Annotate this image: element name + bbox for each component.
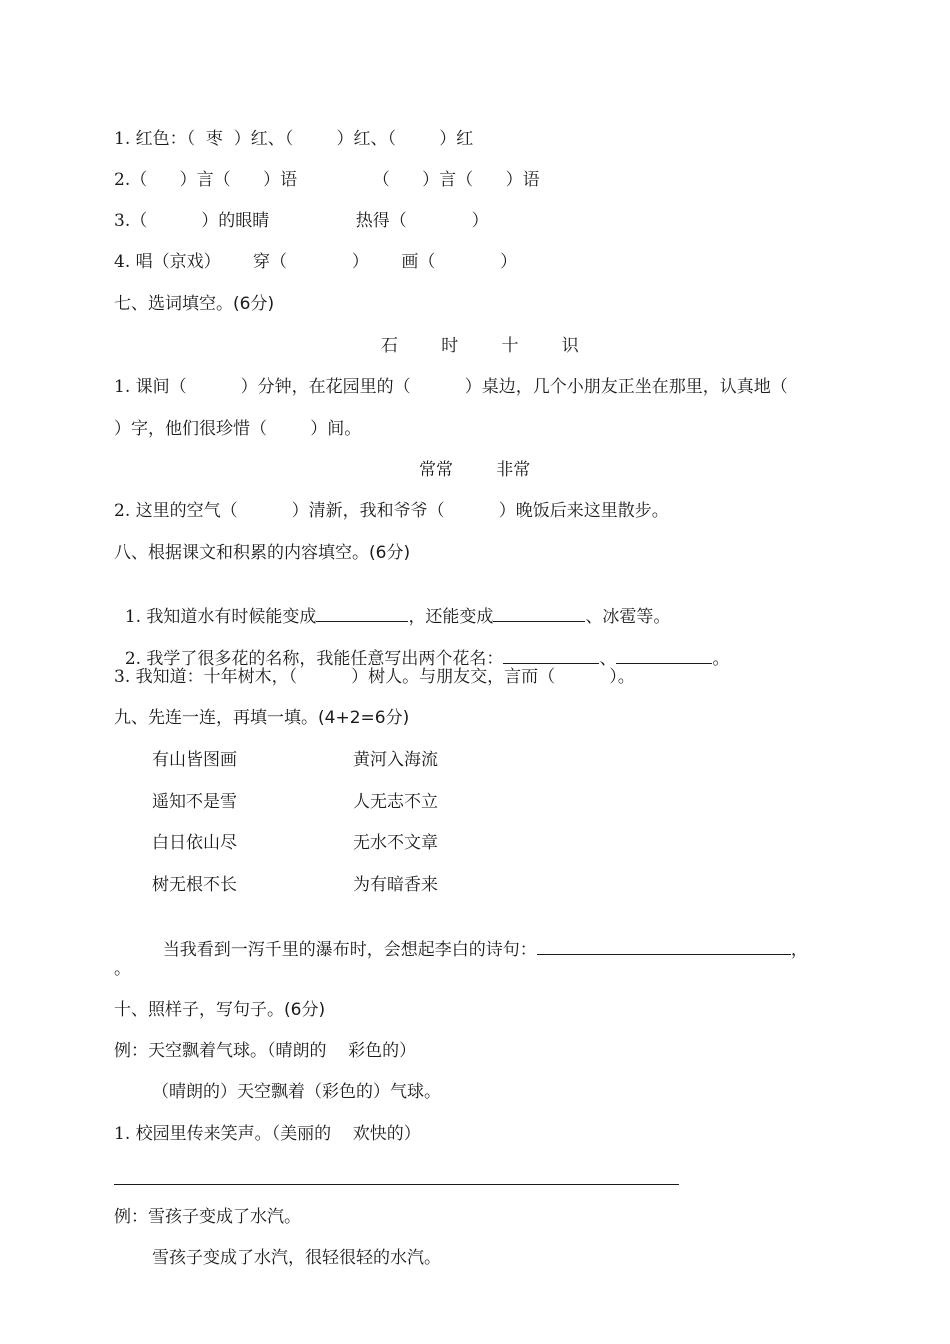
sec9-fill-text: 当我看到一泻千里的瀑布时，会想起李白的诗句： bbox=[162, 940, 537, 960]
section-9-title: 九、先连一连，再填一填。(4+2=6分) bbox=[114, 708, 410, 728]
sec8-q2-text-b: 、 bbox=[599, 649, 617, 669]
poem-left-3[interactable]: 白日依山尽 bbox=[152, 833, 237, 853]
answer-blank[interactable] bbox=[537, 938, 791, 955]
sec7-question-1a: 1. 课间（ ）分钟，在花园里的（ ）桌边，几个小朋友正坐在那里，认真地（ bbox=[114, 377, 788, 397]
sec8-question-3: 3. 我知道：十年树木，（ ）树人。与朋友交，言而（ ）。 bbox=[114, 667, 635, 687]
word-choices-2: 常常 非常 bbox=[419, 460, 531, 480]
poem-left-1[interactable]: 有山皆图画 bbox=[152, 750, 237, 770]
sec9-fill-end: 。 bbox=[114, 959, 131, 979]
poem-right-1[interactable]: 黄河入海流 bbox=[353, 750, 438, 770]
answer-blank[interactable] bbox=[616, 647, 712, 664]
example-1: 例：天空飘着气球。（晴朗的 彩色的） bbox=[114, 1041, 417, 1061]
word-choices-1: 石 时 十 识 bbox=[381, 336, 579, 356]
fill-line-3: 3.（ ）的眼睛 热得（ ） bbox=[114, 211, 489, 231]
section-7-title: 七、选词填空。(6分) bbox=[114, 294, 275, 314]
sec8-q2-text-c: 。 bbox=[712, 649, 730, 669]
sec8-q2-text-a: 2. 我学了很多花的名称，我能任意写出两个花名： bbox=[124, 649, 504, 669]
example-1-answer: （晴朗的）天空飘着（彩色的）气球。 bbox=[152, 1082, 441, 1102]
sec9-fill-comma: ， bbox=[790, 940, 808, 960]
sec8-q1-text-b: ，还能变成 bbox=[408, 607, 494, 627]
sec7-question-1b: ）字，他们很珍惜（ ）间。 bbox=[114, 419, 362, 439]
sec10-question-1: 1. 校园里传来笑声。（美丽的 欢快的） bbox=[114, 1124, 421, 1144]
poem-right-2[interactable]: 人无志不立 bbox=[353, 792, 438, 812]
sec8-q1-text-a: 1. 我知道水有时候能变成 bbox=[124, 607, 317, 627]
answer-blank[interactable] bbox=[316, 605, 408, 622]
answer-blank[interactable] bbox=[493, 605, 585, 622]
sec7-question-2: 2. 这里的空气（ ）清新，我和爷爷（ ）晚饭后来这里散步。 bbox=[114, 501, 669, 521]
answer-line[interactable] bbox=[114, 1184, 679, 1185]
poem-left-2[interactable]: 遥知不是雪 bbox=[152, 792, 237, 812]
fill-line-2: 2.（ ）言（ ）语 （ ）言（ ）语 bbox=[114, 170, 540, 190]
fill-line-1: 1. 红色：（ 枣 ）红、（ ）红、（ ）红 bbox=[114, 129, 474, 149]
sec8-question-2 bbox=[114, 625, 729, 670]
sec8-q1-text-c: 、冰雹等。 bbox=[585, 607, 671, 627]
sec9-fill-line bbox=[152, 916, 808, 961]
example-2: 例：雪孩子变成了水汽。 bbox=[114, 1207, 301, 1227]
fill-line-4: 4. 唱（京戏） 穿（ ） 画（ ） bbox=[114, 252, 518, 272]
section-8-title: 八、根据课文和积累的内容填空。(6分) bbox=[114, 543, 411, 563]
answer-blank[interactable] bbox=[503, 647, 599, 664]
poem-right-4[interactable]: 为有暗香来 bbox=[353, 875, 438, 895]
sec8-question-1 bbox=[114, 583, 670, 628]
section-10-title: 十、照样子，写句子。(6分) bbox=[114, 1000, 326, 1020]
example-2-answer: 雪孩子变成了水汽，很轻很轻的水汽。 bbox=[152, 1248, 441, 1268]
poem-left-4[interactable]: 树无根不长 bbox=[152, 875, 237, 895]
poem-right-3[interactable]: 无水不文章 bbox=[353, 833, 438, 853]
